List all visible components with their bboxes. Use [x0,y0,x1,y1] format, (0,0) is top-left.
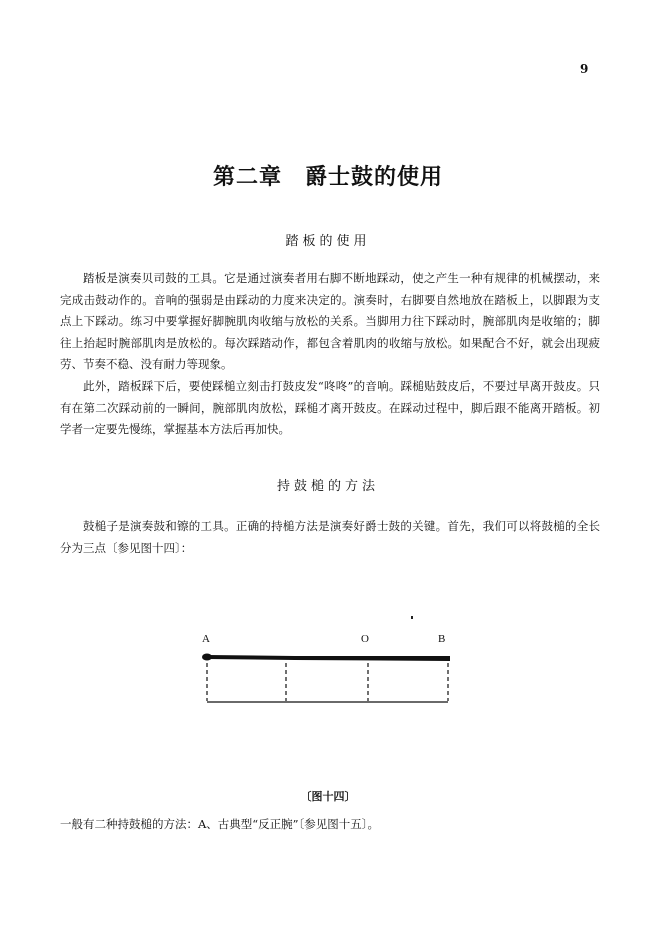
figure-caption: 〔图十四〕 [300,790,356,803]
point-label-o: O [361,633,369,645]
print-speck [411,616,413,619]
point-label-b: B [438,633,446,645]
paragraph: 踏板是演奏贝司鼓的工具。它是通过演奏者用右脚不断地踩动，使之产生一种有规律的机械摆动，来完成击鼓动作的。音响的强弱是由踩动的力度来决定的。演奏时，右脚要自然地放在踏板上，以脚跟为支点上下踩动。练习中要掌握好脚腕肌肉收缩与放松的关系。当脚用力往下踩动时，腕部肌肉是收缩的；脚往上抬起时腕部肌肉是放松的。每次踩踏动作，都包含着肌肉的收缩与放松。如果配合不好，就会出现疲劳、节奏不稳、没有耐力等现象。 [60,271,600,371]
chapter-title: 第二章 爵士鼓的使用 [212,165,443,190]
drumstick-body [207,655,450,661]
paragraph: 鼓槌子是演奏鼓和镲的工具。正确的持槌方法是演奏好爵士鼓的关键。首先，我们可以将鼓槌的全长分为三点〔参见图十四〕： [60,519,600,555]
paragraph: 此外，踏板踩下后，要使踩槌立刻击打鼓皮发“咚咚”的音响。踩槌贴鼓皮后，不要过早离开鼓皮。只有在第二次踩动前的一瞬间，腕部肌肉放松，踩槌才离开鼓皮。在踩动过程中，脚后跟不能离开踏板。初学者一定要先慢练，掌握基本方法后再加快。 [60,379,600,436]
section-title-pedal: 踏板的使用 [285,234,371,249]
section-title-stick-grip: 持鼓槌的方法 [276,479,379,494]
drumstick-diagram [195,625,465,720]
drumstick-svg [195,625,465,720]
closing-line: 一般有二种持鼓槌的方法：A、古典型“反正腕”〔参见图十五〕。 [60,817,380,831]
page-number: 9 [580,62,589,76]
point-label-a: A [202,633,210,645]
